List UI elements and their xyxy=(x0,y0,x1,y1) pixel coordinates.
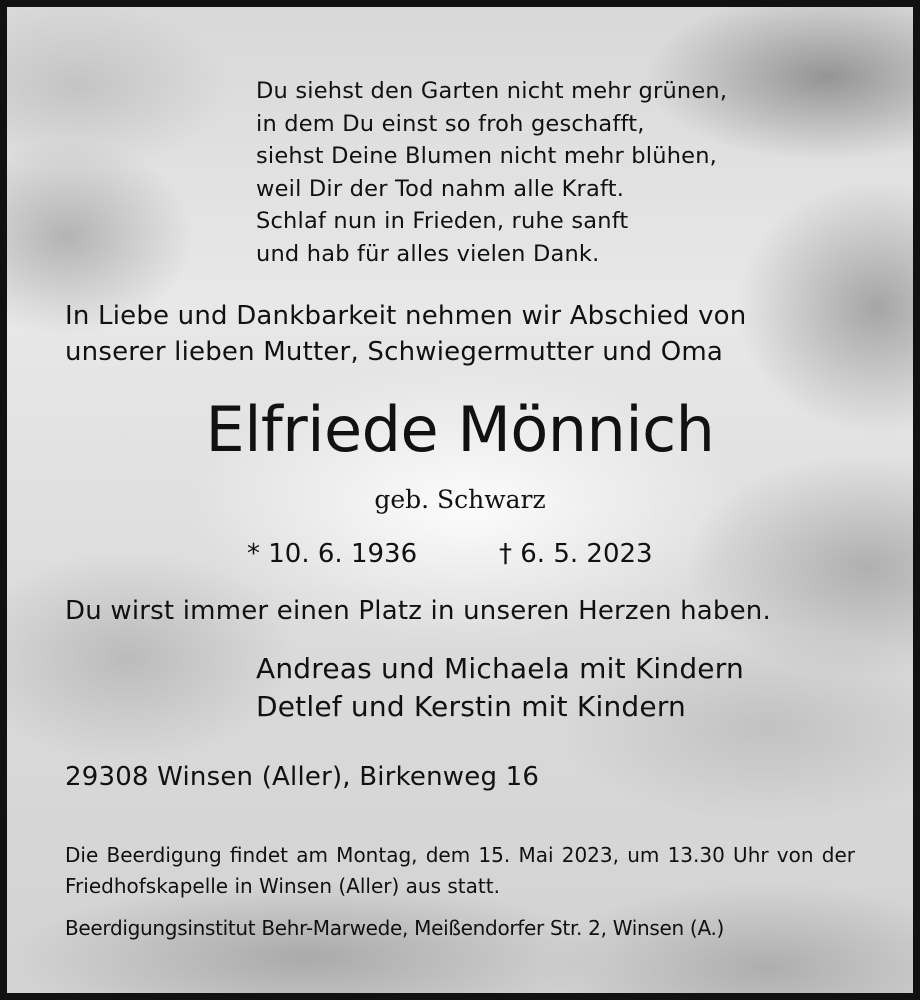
family-line: Detlef und Kerstin mit Kindern xyxy=(256,690,686,723)
deceased-name: Elfriede Mönnich xyxy=(205,393,715,466)
poem-line: weil Dir der Tod nahm alle Kraft. xyxy=(256,175,625,202)
intro-text xyxy=(65,298,746,370)
intro-line: unserer lieben Mutter, Schwiegermutter und Oma xyxy=(65,337,724,367)
death-date: † 6. 5. 2023 xyxy=(499,539,653,569)
intro-line: In Liebe und Dankbarkeit nehmen wir Abschied von xyxy=(65,301,747,331)
poem-line: siehst Deine Blumen nicht mehr blühen, xyxy=(256,143,718,169)
family-signatures xyxy=(256,650,744,726)
poem xyxy=(256,75,727,270)
poem-line: Schlaf nun in Frieden, ruhe sanft xyxy=(256,208,629,234)
poem-line: und hab für alles vielen Dank. xyxy=(256,240,600,267)
family-line: Andreas und Michaela mit Kindern xyxy=(256,652,744,685)
funeral-details: Die Beerdigung findet am Montag, dem 15. Mai 2023, um 13.30 Uhr von der Friedhofskapelle in Winsen (Aller) aus statt. xyxy=(65,843,855,898)
poem-line: Du siehst den Garten nicht mehr grünen, xyxy=(256,78,728,104)
birth-date: * 10. 6. 1936 xyxy=(247,539,418,569)
memorial-quote: Du wirst immer einen Platz in unseren Herzen haben. xyxy=(65,596,771,626)
poem-line: in dem Du einst so froh geschafft, xyxy=(256,110,645,137)
undertaker-info: Beerdigungsinstitut Behr-Marwede, Meißendorfer Str. 2, Winsen (A.) xyxy=(65,916,725,940)
family-address: 29308 Winsen (Aller), Birkenweg 16 xyxy=(65,762,540,792)
maiden-name: geb. Schwarz xyxy=(374,485,546,514)
